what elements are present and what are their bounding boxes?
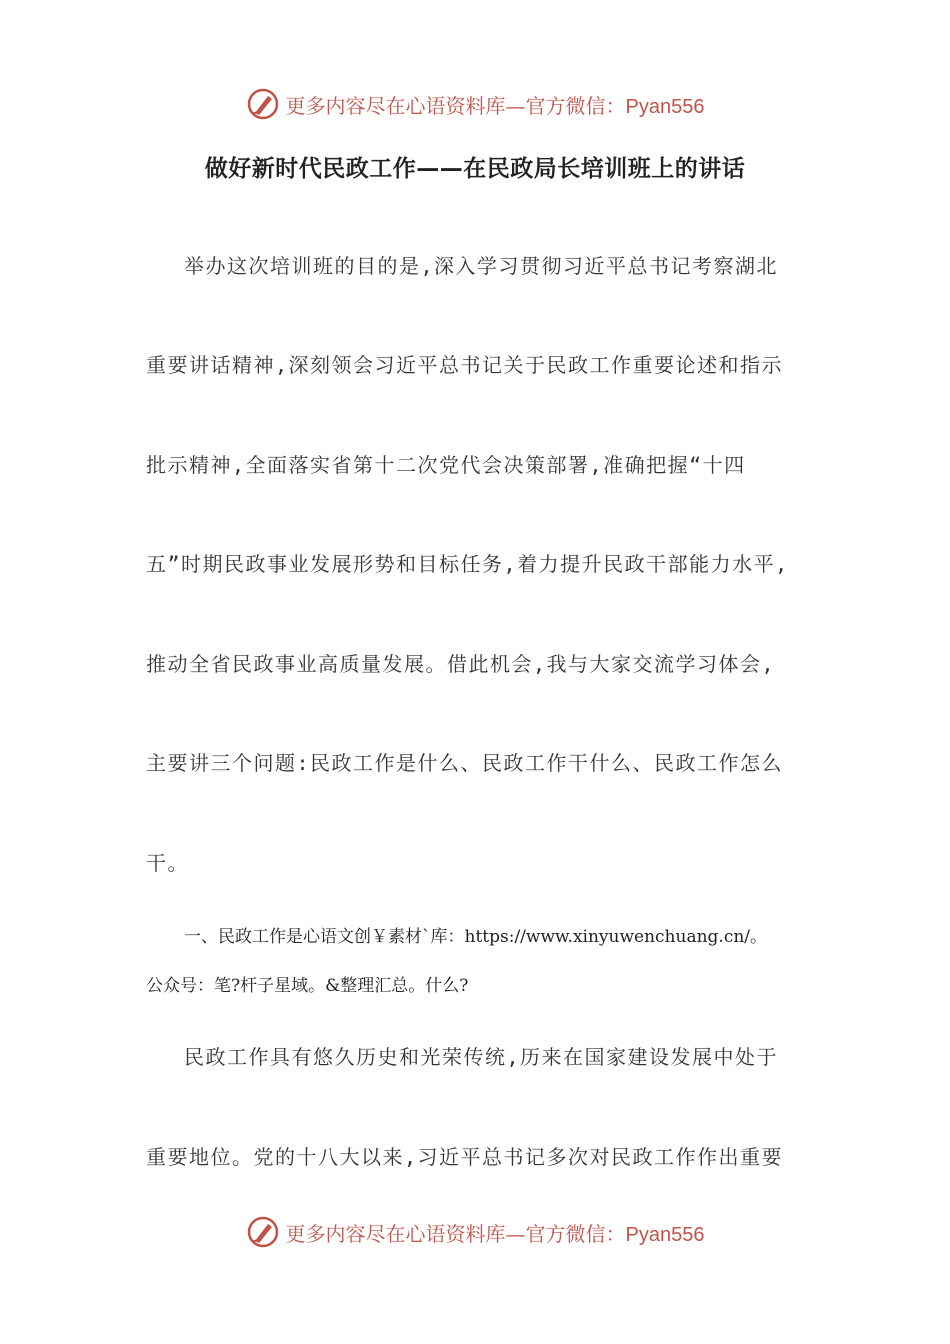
paragraph-line: 五”时期民政事业发展形势和目标任务,着力提升民政干部能力水平, — [146, 552, 789, 576]
pen-nib-logo-icon — [246, 87, 280, 121]
paragraph-line: 干。 — [146, 851, 189, 875]
paragraph-line: 推动全省民政事业高质量发展。借此机会,我与大家交流学习体会, — [146, 652, 776, 676]
section-heading-line: 一、民政工作是心语文创￥素材`库：https://www.xinyuwenchuang.cn/。 — [184, 927, 768, 947]
banner-main: 更多内容尽在心语资料库 — [285, 93, 506, 118]
banner-sep: —官方微信： — [505, 1221, 626, 1246]
paragraph-line: 举办这次培训班的目的是,深入学习贯彻习近平总书记考察湖北 — [184, 254, 779, 278]
paragraph-line: 民政工作具有悠久历史和光荣传统,历来在国家建设发展中处于 — [184, 1045, 779, 1069]
section-heading-line: 公众号：笔?杆子星域。&整理汇总。什么? — [146, 976, 469, 996]
banner-handle: Pyan556 — [625, 1223, 705, 1246]
banner-sep: —官方微信： — [505, 93, 626, 118]
paragraph-line: 批示精神,全面落实省第十二次党代会决策部署,准确把握“十四 — [146, 453, 746, 477]
banner-text — [286, 90, 705, 119]
paragraph-line: 重要地位。党的十八大以来,习近平总书记多次对民政工作作出重要 — [146, 1145, 784, 1169]
pen-nib-logo-icon — [246, 1215, 280, 1249]
header-banner — [0, 84, 950, 124]
banner-handle: Pyan556 — [625, 95, 705, 118]
paragraph-line: 重要讲话精神,深刻领会习近平总书记关于民政工作重要论述和指示 — [146, 353, 784, 377]
footer-banner — [0, 1212, 950, 1252]
document-title: 做好新时代民政工作——在民政局长培训班上的讲话 — [204, 156, 746, 182]
banner-main: 更多内容尽在心语资料库 — [285, 1221, 506, 1246]
banner-text — [286, 1218, 705, 1247]
paragraph-line: 主要讲三个问题:民政工作是什么、民政工作干什么、民政工作怎么 — [146, 751, 784, 775]
